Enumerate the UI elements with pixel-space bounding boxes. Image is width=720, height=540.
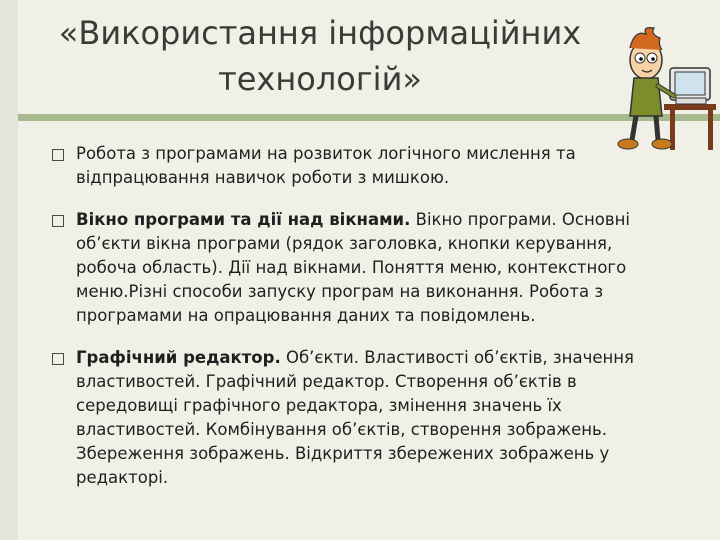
- bullet-text: [76, 346, 670, 490]
- bullet-body: Об’єкти. Властивості об’єктів, значення властивостей. Графічний редактор. Створення об’єктів в середовищі графічного редактора, змінення значень їх властивостей. Комбінування об’єктів, створення зображень. Збереження зображень. Відкриття збережених зображень у редакторі.: [76, 348, 634, 487]
- bullet-text: [76, 142, 670, 190]
- checkbox-bullet-icon: [52, 353, 64, 365]
- left-sidebar-strip: [0, 0, 18, 540]
- bullet-heading: Графічний редактор.: [76, 348, 281, 367]
- checkbox-bullet-icon: [52, 149, 64, 161]
- bullet-heading: Вікно програми та дії над вікнами.: [76, 210, 411, 229]
- list-item: [50, 346, 670, 490]
- bullet-list: [50, 142, 670, 508]
- list-item: [50, 208, 670, 328]
- bullet-body: Робота з програмами на розвиток логічного мислення та відпрацювання навичок роботи з мишкою.: [76, 144, 576, 187]
- title-line-1: «Використання інформаційних: [58, 14, 582, 52]
- title-line-2: технологій»: [218, 60, 422, 98]
- person-at-computer-icon: [612, 8, 718, 158]
- slide-title: [40, 10, 600, 102]
- checkbox-bullet-icon: [52, 215, 64, 227]
- bullet-body: Вікно програми. Основні об’єкти вікна програми (рядок заголовка, кнопки керування, робоча область). Дії над вікнами. Поняття меню, контекстного меню.Різні способи запуску програм на виконання. Робота з програмами на опрацювання даних та повідомлень.: [76, 210, 630, 325]
- list-item: [50, 142, 670, 190]
- bullet-text: [76, 208, 670, 328]
